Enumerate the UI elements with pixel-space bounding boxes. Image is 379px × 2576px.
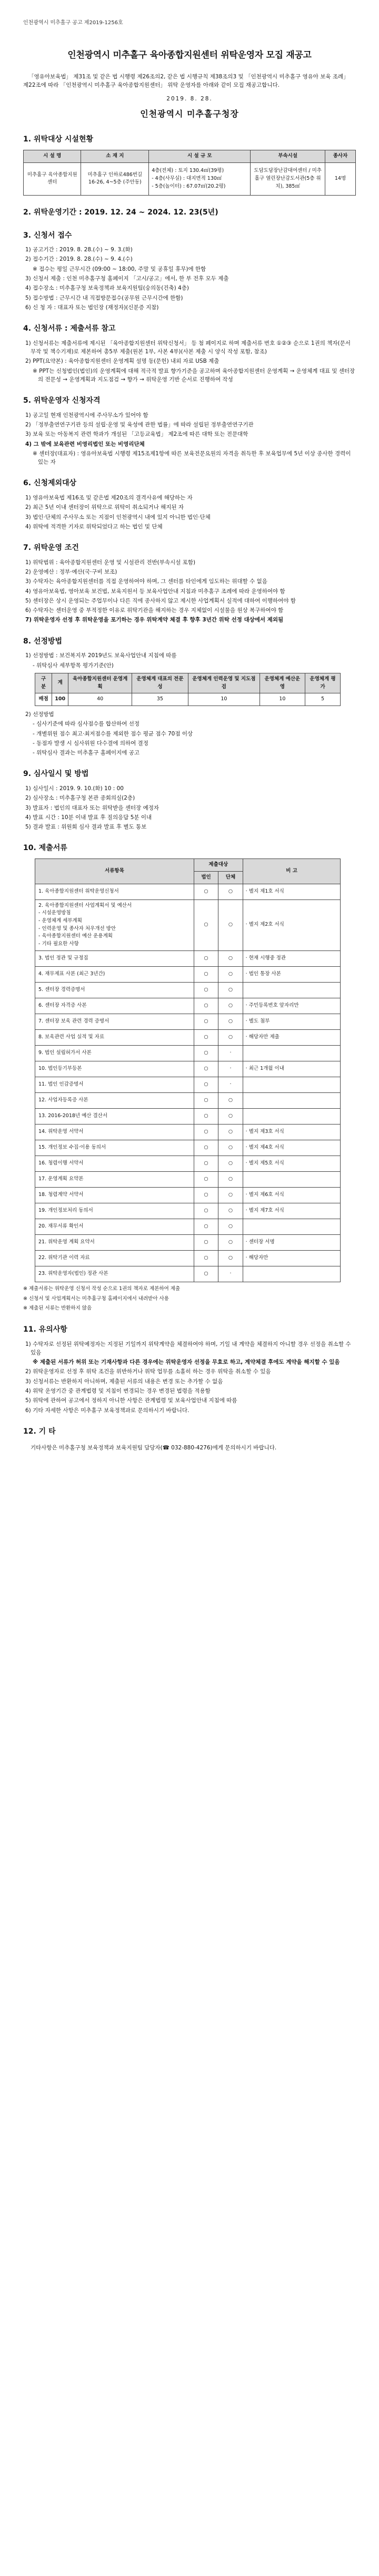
s9-item: 3) 발표자 : 법인의 대표자 또는 위탁받을 센터장 예정자	[25, 804, 159, 811]
score-th: 육아종합지원센터 운영계획	[68, 673, 132, 693]
doc-corp: ○	[194, 1124, 218, 1140]
s3-item: ※ 접수는 평일 근무시간 (09:00 ~ 18:00, 주말 및 공휴일 휴무)에 한함	[33, 265, 206, 272]
doc-item: 5. 센터장 경력증명서	[35, 982, 194, 998]
docs-th-group: 단체	[218, 871, 243, 884]
doc-group: ○	[218, 1140, 243, 1156]
doc-note: · 센터장 서명	[243, 1234, 341, 1250]
s5-item: ※ 센터장(대표자) : 영유아보육법 시행령 제15조제1항에 따른 보육전문요원의 자격을 취득한 후 보육업무에 5년 이상 종사한 경력이 있는 자	[33, 450, 351, 466]
s8-list-2	[23, 710, 356, 757]
s8-list	[23, 651, 356, 670]
doc-note: · 별도 첨부	[243, 1014, 341, 1029]
doc-corp: ○	[194, 1108, 218, 1124]
docs-th-note: 비 고	[243, 859, 341, 884]
s4-item: 1) 신청서류는 제출서류에 제시된 「육아종합지원센터 위탁신청서」 등 첨 폐이지로 하며 제출서류 번호 ①②③ 순으로 1권의 책자(문서 무작 및 책수기재)로 제본하여 총5부 제출(원본 1부, 사본 4부)(사본 제출 시 양식 작성 포함, 참조)	[25, 340, 351, 355]
doc-corp: ○	[194, 966, 218, 982]
doc-group: ○	[218, 884, 243, 899]
s4-item: 2) PPT(요약본) : 육아종합지원센터 운영계획 설명 동(문헌) 내외 자료 USB 제출	[25, 358, 220, 365]
doc-item: 23. 위탁운영자(법인) 정관 사본	[35, 1266, 194, 1282]
score-th: 운영체계 대표의 전문성	[132, 673, 188, 693]
docs-row	[35, 1234, 341, 1250]
s10-note: ※ 제출된 서류는 반환하지 않음	[23, 1305, 92, 1312]
doc-group: ·	[218, 1061, 243, 1077]
doc-group: ○	[218, 899, 243, 950]
doc-note	[243, 1045, 341, 1061]
facility-name: 미추홀구 육아종합지원센터	[24, 162, 81, 195]
doc-group: ○	[218, 1092, 243, 1108]
doc-corp: ○	[194, 1234, 218, 1250]
s11-item: 4) 위탁 운영기간 중 관계법령 및 지침이 변경되는 경우 변경된 법령을 적용함	[25, 1388, 211, 1394]
doc-group: ○	[218, 950, 243, 966]
th-staff: 종사자	[325, 150, 356, 163]
s7-list	[23, 558, 356, 625]
page-title: 인천광역시 미추홀구 육아종합지원센터 위탁운영자 모집 재공고	[67, 49, 312, 60]
s11-title: 11. 유의사항	[23, 1325, 67, 1334]
s3-list	[23, 246, 356, 312]
doc-note: · 주민등록번호 앞자리만	[243, 998, 341, 1014]
doc-item: 4. 재무제표 사본 (최근 3년간)	[35, 966, 194, 982]
doc-note: · 별지 제3호 서식	[243, 1124, 341, 1140]
doc-note: · 별지 제7호 서식	[243, 1203, 341, 1219]
score-cell: 배점	[35, 693, 52, 706]
doc-item: 16. 청렴이행 서약서	[35, 1156, 194, 1171]
score-cell: 5	[305, 693, 341, 706]
docs-row	[35, 982, 341, 998]
score-table	[35, 673, 341, 706]
doc-item: 1. 육아종합지원센터 위탁운영신청서	[35, 884, 194, 899]
docs-row	[35, 1171, 341, 1187]
score-th: 구 분	[35, 673, 52, 693]
doc-note: · 별지 제1호 서식	[243, 884, 341, 899]
docs-row	[35, 1014, 341, 1029]
doc-group: ○	[218, 1029, 243, 1045]
s3-item: 1) 공고기간 : 2019. 8. 28.(수) ~ 9. 3.(화)	[25, 247, 133, 253]
s5-item: 2) 「정부출연연구기관 등의 설립·운영 및 육성에 관한 법률」에 따라 설립된 정부출연연구기관	[25, 422, 254, 428]
facility-staff: 14명	[325, 162, 356, 195]
doc-corp: ○	[194, 950, 218, 966]
score-th: 계	[52, 673, 68, 693]
s4-list	[23, 339, 356, 384]
th-facilities: 부속시설	[251, 150, 325, 163]
score-cell: 100	[52, 693, 68, 706]
doc-item: 2. 육아종합지원센터 사업계획서 및 예산서 - 시설운영방침 - 운영체계 세부계획 - 인력운영 및 종사자 처우개선 방안 - 육아종합지원센터 예산 운용계획 - 기타 필요한 사항	[35, 899, 194, 950]
docs-row	[35, 1108, 341, 1124]
docs-th-corp: 법인	[194, 871, 218, 884]
doc-item: 3. 법인 정관 및 규정집	[35, 950, 194, 966]
doc-item: 20. 재무서류 확인서	[35, 1219, 194, 1234]
doc-item: 11. 법인 인감증명서	[35, 1077, 194, 1092]
doc-note: · 최근 1개월 이내	[243, 1061, 341, 1077]
doc-corp: ○	[194, 1171, 218, 1187]
s7-item: 3) 수탁자는 육아종합지원센터를 직접 운영하여야 하며, 그 센터를 타인에게 임도하는 위대할 수 없음	[25, 578, 267, 585]
doc-corp: ○	[194, 1061, 218, 1077]
s6-list	[23, 494, 356, 531]
s1-title: 1. 위탁대상 시설현황	[23, 135, 93, 144]
s10-notes	[23, 1285, 356, 1313]
docs-row	[35, 1029, 341, 1045]
th-name: 시 설 명	[24, 150, 81, 163]
doc-item: 18. 청렴계약 서약서	[35, 1187, 194, 1203]
docs-th-target: 제출대상	[194, 859, 243, 872]
s6-title: 6. 신청제외대상	[23, 479, 77, 488]
docs-row	[35, 1266, 341, 1282]
s8-item: - 위탁심사 세부항목 평가기준(안)	[33, 662, 114, 669]
doc-item: 15. 개인정보 수집·이용 동의서	[35, 1140, 194, 1156]
doc-group: ·	[218, 1266, 243, 1282]
doc-note	[243, 1092, 341, 1108]
doc-group: ○	[218, 1171, 243, 1187]
s5-item: 1) 공고일 현재 인천광역시에 주사무소가 있어야 함	[25, 412, 148, 418]
s3-item: 6) 신 청 자 : 대표자 또는 법인장 (재정자)(신분증 지참)	[25, 304, 159, 311]
doc-corp: ○	[194, 899, 218, 950]
s8-item: - 개별위원 점수 최고·최저점수를 제외한 점수 평균 점수 70점 이상	[33, 730, 193, 737]
s9-item: 2) 심사장소 : 미추홀구청 본관 종회의실(2층)	[25, 795, 135, 802]
notice-date: 2019. 8. 28.	[166, 96, 213, 103]
doc-note	[243, 1266, 341, 1282]
doc-item: 13. 2016-2018년 예산 결산서	[35, 1108, 194, 1124]
doc-note	[243, 1077, 341, 1092]
score-cell: 10	[260, 693, 305, 706]
doc-item: 6. 센터장 자격증 사본	[35, 998, 194, 1014]
docs-row	[35, 1061, 341, 1077]
s3-item: 3) 신청서 제출 : 인천 미추홀구청 홈페이지 「고시/공고」에서, 한 부 전후 모두 제출	[25, 275, 229, 282]
s11-item: 1) 수탁자로 선정된 위탁예정자는 지정된 기일까지 위탁계약을 체결하여야 하며, 기일 내 계약을 체결하지 아니할 경우 선정을 취소할 수 있음	[25, 1341, 351, 1356]
s7-item: 5) 센터장은 상시 운영되는 주업무이나 다른 직에 종사하지 않고 제시한 사업계획서 실적에 대하여 이행하여야 함	[25, 597, 296, 604]
th-size: 시 설 규 모	[149, 150, 251, 163]
doc-note: · 별지 제6호 서식	[243, 1187, 341, 1203]
s3-item: 2) 접수기간 : 2019. 8. 28.(수) ~ 9. 4.(수)	[25, 256, 133, 263]
s9-list	[23, 784, 356, 831]
docs-row	[35, 1187, 341, 1203]
s3-item: 4) 접수장소 : 미추홀구청 보육정책과 보육지원팀(숭의동(건축) 4층)	[25, 285, 189, 292]
s11-item: 2) 위탁운영자로 선정 후 위탁 조건을 위반하거나 위탁 업무를 소홀히 하는 경우 위탁을 취소할 수 있음	[25, 1368, 271, 1375]
s11-item: 3) 신청서류는 반환하지 아니하며, 제출된 서류의 내용은 변경 또는 추가할 수 없음	[25, 1378, 223, 1385]
score-th: 운영체계 예산운영	[260, 673, 305, 693]
doc-item: 21. 위탁운영 계획 요약서	[35, 1234, 194, 1250]
docs-row	[35, 1092, 341, 1108]
contact-text: 기타사항은 미추홀구청 보육정책과 보육지원팀 담당자(☎ 032-880-4276)에게 문의하시기 바랍니다.	[31, 1445, 277, 1451]
doc-corp: ○	[194, 998, 218, 1014]
s5-list	[23, 411, 356, 467]
s3-title: 3. 신청서 접수	[23, 231, 72, 240]
doc-corp: ○	[194, 1187, 218, 1203]
doc-item: 9. 법인 설립허가서 사본	[35, 1045, 194, 1061]
docs-row	[35, 1219, 341, 1234]
doc-item: 12. 사업자등록증 사본	[35, 1092, 194, 1108]
doc-item: 17. 운영계획 요약본	[35, 1171, 194, 1187]
doc-group: ·	[218, 1045, 243, 1061]
s10-note: ※ 신청서 및 사업계획서는 미추홀구청 홈페이지에서 내려받아 사용	[23, 1295, 169, 1302]
doc-corp: ○	[194, 1219, 218, 1234]
s8-item: 1) 선정방법 : 보건복지부 2019년도 보육사업안내 지침에 따름	[25, 652, 177, 659]
doc-group: ○	[218, 1187, 243, 1203]
intro-text: 「영유아보육법」 제31조 및 같은 법 시행령 제26조의2, 같은 법 시행규칙 제38조의3 및 「인천광역시 미추홀구 영유아 보육 조례」 제22조에 따라 「인천광역시 미추홀구 육아종합지원센터」 위탁 운영자를 아래와 같이 모집 재공고합니다.	[23, 73, 349, 89]
doc-note: · 별지 제4호 서식	[243, 1140, 341, 1156]
s12-title: 12. 기 타	[23, 1427, 56, 1436]
s11-item: ※ 제출된 서류가 허위 또는 기재사항과 다른 경우에는 위탁운영자 선정을 무효로 하고, 계약체결 후에도 계약을 해지할 수 있음	[33, 1359, 340, 1366]
s11-item: 6) 기타 자세한 사항은 미추홀구 보육정책과로 문의하시기 바랍니다.	[25, 1407, 190, 1414]
doc-item: 7. 센터장 보육 관련 경력 증명서	[35, 1014, 194, 1029]
s7-item: 1) 위탁범위 : 육아종합지원센터 운영 및 시설관리 전반(부속시설 포함)	[25, 559, 196, 566]
score-cell: 40	[68, 693, 132, 706]
s4-title: 4. 신청서류 : 제출서류 참고	[23, 324, 116, 333]
docs-row	[35, 966, 341, 982]
docs-row	[35, 1077, 341, 1092]
s7-item: 2) 운영예산 : 정부·예산(국·구비 보조)	[25, 569, 117, 576]
s7-item: 6) 수탁자는 센터운영 중 부적정한 이유로 위탁기관을 해지하는 경우 지체없이 시설물을 원상 복구하여야 함	[25, 607, 284, 614]
doc-corp: ○	[194, 982, 218, 998]
docs-th-item: 서류항목	[35, 859, 194, 884]
doc-corp: ○	[194, 1077, 218, 1092]
doc-group: ○	[218, 966, 243, 982]
doc-note: · 별지 제5호 서식	[243, 1156, 341, 1171]
documents-table	[35, 858, 341, 1282]
doc-note	[243, 1219, 341, 1234]
s7-title: 7. 위탁운영 조건	[23, 544, 79, 553]
s9-title: 9. 심사일시 및 방법	[23, 770, 89, 779]
docs-row	[35, 1156, 341, 1171]
doc-group: ○	[218, 1156, 243, 1171]
doc-group: ○	[218, 998, 243, 1014]
doc-note	[243, 1171, 341, 1187]
docs-row	[35, 1045, 341, 1061]
s6-item: 1) 영유아보육법 제16조 및 같은법 제20조의 결격사유에 해당하는 자	[25, 495, 193, 502]
doc-note: · 현재 시행중 정관	[243, 950, 341, 966]
s2-title: 2. 위탁운영기간 : 2019. 12. 24 ~ 2024. 12. 23(5년)	[23, 208, 218, 217]
s5-item: 3) 보육 또는 아동복지 관련 학과가 개설된 「고등교육법」 제2조에 따른 대학 또는 전문대학	[25, 431, 248, 438]
doc-item: 10. 법인등기부등본	[35, 1061, 194, 1077]
doc-corp: ○	[194, 1029, 218, 1045]
s7-item: 4) 영유아보육법, 영아보육 보건법, 보육지원서 등 보육사업안내 지침과 미추홀구 조례에 따라 운영하여야 함	[25, 588, 285, 595]
doc-note	[243, 1108, 341, 1124]
issuer: 인천광역시 미추홀구청장	[140, 108, 239, 119]
docs-row	[35, 1140, 341, 1156]
doc-corp: ○	[194, 1014, 218, 1029]
doc-group: ·	[218, 1077, 243, 1092]
s10-note: ※ 제출서류는 위탁운영 신청서 작성 순으로 1권의 책자로 제본하여 제출	[23, 1285, 181, 1292]
th-address: 소 재 지	[81, 150, 149, 163]
docs-row	[35, 998, 341, 1014]
score-th: 운영체계 인력운영 및 지도점검	[188, 673, 260, 693]
facility-subfacilities: 도담도담장난감대여센터 / 미추홀구 열린장난감도서관(5층 위치), 385㎡	[251, 162, 325, 195]
doc-item: 19. 개인정보처리 동의서	[35, 1203, 194, 1219]
doc-corp: ○	[194, 884, 218, 899]
doc-item: 14. 위탁운영 서약서	[35, 1124, 194, 1140]
doc-group: ○	[218, 1250, 243, 1266]
facility-table	[23, 150, 356, 196]
s6-item: 2) 최근 5년 이내 센터장이 위탁으로 위탁이 취소되거나 해지된 자	[25, 504, 184, 511]
doc-note	[243, 982, 341, 998]
doc-group: ○	[218, 1124, 243, 1140]
s8-item: - 위탁심사 결과는 미추홀구 홈페이지에 공고	[33, 750, 140, 757]
s6-item: 4) 위탁에 적격한 기자로 위탁되었다고 하는 법인 및 단체	[25, 523, 163, 530]
s7-item: 7) 위탁운영자 선정 후 위탁운영을 포기하는 경우 위탁계약 체결 후 향후 3년간 위탁 선정 대상에서 제외됨	[25, 617, 284, 623]
score-cell: 35	[132, 693, 188, 706]
doc-corp: ○	[194, 1266, 218, 1282]
doc-corp: ○	[194, 1045, 218, 1061]
doc-note: · 해당자만 제출	[243, 1029, 341, 1045]
doc-corp: ○	[194, 1092, 218, 1108]
doc-corp: ○	[194, 1250, 218, 1266]
notice-number: 인천광역시 미추홀구 공고 제2019-1256호	[23, 20, 123, 26]
s11-list	[23, 1340, 356, 1415]
s4-item: ※ PPT는 신청법인(법인)의 운영계획에 대해 적극적 발표 향가기준을 공고하며 육아종합지원센터 운영계획 → 운영체계 대표 및 센터장의 전문성 → 운영계획과 지도점검 → 향가 → 위탁운영 기반 순서로 진행하여 작성	[33, 367, 355, 383]
s11-item: 5) 위탁에 관하여 공고에서 정하지 아니한 사항은 관계법령 및 보육사업안내 지침에 따름	[25, 1397, 237, 1404]
docs-row	[35, 1203, 341, 1219]
score-th: 운영체계 평가	[305, 673, 341, 693]
s10-title: 10. 제출서류	[23, 844, 67, 853]
docs-row	[35, 950, 341, 966]
s9-item: 1) 심사일시 : 2019. 9. 10.(화) 10 : 00	[25, 785, 124, 792]
docs-row	[35, 899, 341, 950]
s8-item: 2) 선정방법	[25, 711, 54, 718]
docs-row	[35, 1250, 341, 1266]
doc-corp: ○	[194, 1156, 218, 1171]
s5-item: 4) 그 밖에 보육관련 비영리법인 또는 비영리단체	[25, 441, 145, 447]
s9-item: 5) 결과 발표 : 위원회 심사 결과 발표 후 별도 통보	[25, 824, 147, 831]
doc-group: ○	[218, 982, 243, 998]
doc-group: ○	[218, 1203, 243, 1219]
doc-note: · 법인 통장 사본	[243, 966, 341, 982]
s5-title: 5. 위탁운영자 신청자격	[23, 396, 101, 405]
s8-item: - 심사기준에 따라 심사점수를 합산하여 선정	[33, 721, 140, 728]
s8-title: 8. 선정방법	[23, 637, 63, 646]
facility-size: 4층(전체) : 토지 130.4㎡(39평) - 4층(사무실) : 대지면적 130㎡ - 5층(놀이터) : 67.07㎡(20.2평)	[149, 162, 251, 195]
s6-item: 3) 법인·단체의 주사무소 또는 지점이 인천광역시 내에 있지 아니한 법인·단체	[25, 514, 211, 520]
s3-item: 5) 접수방법 : 근무시간 내 직접방문접수(공무원 근무시간에 한함)	[25, 294, 183, 301]
docs-row	[35, 1124, 341, 1140]
s9-item: 4) 발표 시간 : 10분 이내 발표 후 질의응답 5분 이내	[25, 814, 152, 821]
doc-note: · 별지 제2호 서식	[243, 899, 341, 950]
score-cell: 10	[188, 693, 260, 706]
doc-item: 22. 위탁기관 이력 자료	[35, 1250, 194, 1266]
s8-item: - 동점자 발생 시 심사위원 다수결에 의하여 결정	[33, 740, 148, 747]
doc-item: 8. 보육관련 사업 실적 및 자료	[35, 1029, 194, 1045]
doc-group: ○	[218, 1234, 243, 1250]
doc-group: ○	[218, 1108, 243, 1124]
doc-corp: ○	[194, 1140, 218, 1156]
facility-address: 미추홀구 인하로486번길 16-26, 4~5층 (주안동)	[81, 162, 149, 195]
doc-note: · 해당자만	[243, 1250, 341, 1266]
docs-row	[35, 884, 341, 899]
doc-group: ○	[218, 1014, 243, 1029]
doc-corp: ○	[194, 1203, 218, 1219]
doc-group: ○	[218, 1219, 243, 1234]
